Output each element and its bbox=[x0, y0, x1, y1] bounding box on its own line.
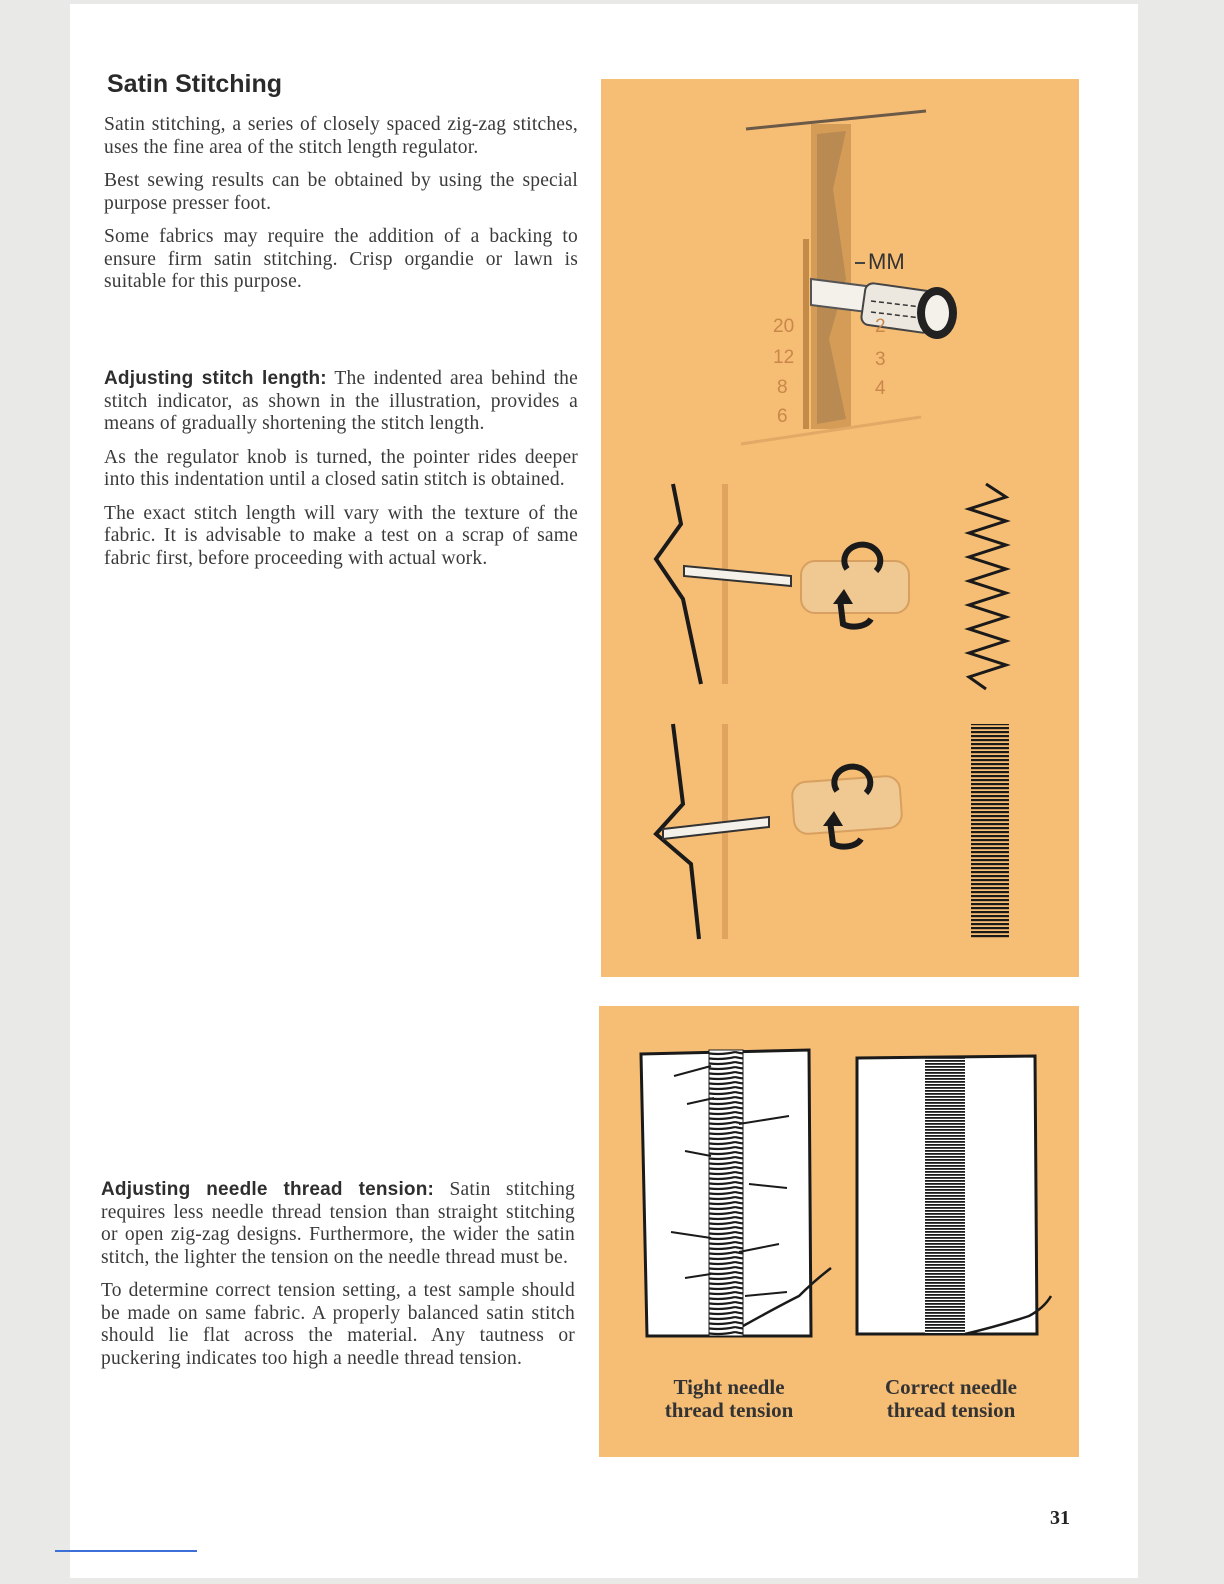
tight-tension-caption bbox=[629, 1376, 829, 1422]
intro-paragraph-2: Best sewing results can be obtained by using the special purpose presser foot. bbox=[104, 170, 578, 214]
footer-rule bbox=[55, 1550, 197, 1552]
tension-paragraph-2: To determine correct tension setting, a test sample should be made on same fabric. A properly balanced satin stitch should lie flat across the material. Any tautness or puckering indicates too high a needle thread tension. bbox=[101, 1280, 575, 1369]
stitch-length-section bbox=[104, 368, 578, 581]
manual-page bbox=[70, 4, 1138, 1578]
tension-illustration bbox=[599, 1006, 1079, 1457]
tension-samples bbox=[599, 1006, 1079, 1366]
scale-left-1: 20 bbox=[773, 316, 795, 337]
left-scale bbox=[773, 316, 794, 427]
stitch-length-illustration bbox=[601, 79, 1079, 977]
scale-right-1: 2 bbox=[875, 316, 886, 337]
page-title: Satin Stitching bbox=[107, 70, 282, 98]
intro-paragraph-3: Some fabrics may require the addition of a backing to ensure firm satin stitching. Crisp organdie or lawn is suitable for this purpose. bbox=[104, 226, 578, 292]
stitch-length-paragraph-2: As the regulator knob is turned, the pointer rides deeper into this indentation until a closed satin stitch is obtained. bbox=[104, 446, 578, 490]
tension-section bbox=[101, 1179, 575, 1381]
unit-label: MM bbox=[868, 249, 905, 274]
stitch-length-heading: Adjusting stitch length: bbox=[104, 368, 327, 389]
right-scale bbox=[875, 316, 886, 399]
open-zigzag-sample bbox=[969, 484, 1006, 689]
scale-right-3: 4 bbox=[875, 378, 886, 399]
intro-section bbox=[104, 114, 578, 305]
tight-caption-line-1: Tight needle bbox=[673, 1375, 785, 1399]
tension-text-1: Satin stitching requires less needle thread tension than straight stitching or open zig-zag designs. Furthermore, the wider the satin stitch, the lighter the tension on the needle thread must be. bbox=[101, 1179, 576, 1268]
correct-caption-line-2: thread tension bbox=[886, 1398, 1016, 1422]
stitch-length-paragraph-1 bbox=[104, 368, 578, 436]
intro-paragraph-1: Satin stitching, a series of closely spaced zig-zag stitches, uses the fine area of the stitch length regulator. bbox=[104, 114, 578, 158]
correct-caption-line-1: Correct needle bbox=[885, 1375, 1017, 1399]
scale-left-2: 12 bbox=[773, 347, 795, 368]
page-number: 31 bbox=[1050, 1507, 1070, 1529]
tension-paragraph-1 bbox=[101, 1179, 575, 1269]
stitch-length-text-1: The indented area behind the stitch indicator, as shown in the illustration, provides a means of gradually shortening the stitch length. bbox=[104, 368, 578, 434]
open-stitch-regulator bbox=[656, 484, 909, 684]
scale-left-4: 6 bbox=[777, 406, 788, 427]
stitch-length-paragraph-3: The exact stitch length will vary with the texture of the fabric. It is advisable to make a test on a scrap of same fabric first, before proceeding with actual work. bbox=[104, 502, 578, 569]
closed-stitch-regulator bbox=[656, 724, 903, 939]
regulator-diagram bbox=[601, 79, 1079, 977]
scale-right-2: 3 bbox=[875, 349, 886, 370]
scale-left-3: 8 bbox=[777, 377, 788, 398]
tension-heading: Adjusting needle thread tension: bbox=[101, 1179, 435, 1200]
satin-stitch-sample bbox=[971, 724, 1009, 939]
correct-tension-sample bbox=[857, 1056, 1051, 1334]
correct-tension-caption bbox=[851, 1376, 1051, 1422]
tight-tension-sample bbox=[641, 1050, 831, 1336]
tight-caption-line-2: thread tension bbox=[664, 1398, 794, 1422]
